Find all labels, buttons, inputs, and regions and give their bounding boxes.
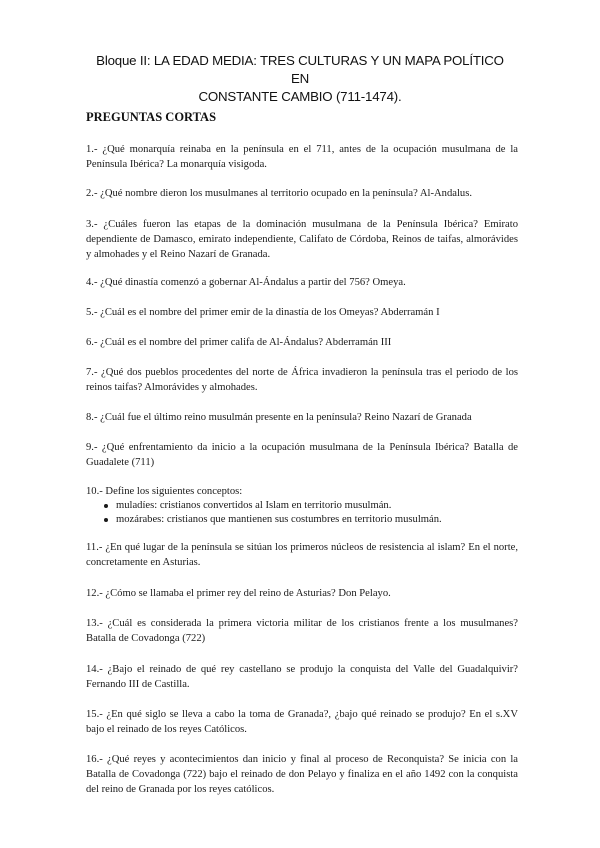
bullet-icon [104, 518, 108, 522]
question-14: 14.- ¿Bajo el reinado de qué rey castellano se produjo la conquista del Valle del Guadalquivir? Fernando III de Castilla. [86, 664, 518, 690]
question-4: 4.- ¿Qué dinastía comenzó a gobernar Al-Ándalus a partir del 756? Omeya. [86, 277, 406, 288]
question-10 [86, 485, 518, 527]
question-6: 6.- ¿Cuál es el nombre del primer califa de Al-Ándalus? Abderramán III [86, 337, 392, 348]
question-13: 13.- ¿Cuál es considerada la primera victoria militar de los cristianos frente a los musulmanes? Batalla de Covadonga (722) [86, 618, 518, 644]
section-heading: PREGUNTAS CORTAS [86, 110, 217, 124]
question-7: 7.- ¿Qué dos pueblos procedentes del norte de África invadieron la península tras el periodo de los reinos taifas? Almorávides y almohades. [86, 367, 518, 393]
question-12: 12.- ¿Cómo se llamaba el primer rey del reino de Asturias? Don Pelayo. [86, 588, 391, 599]
concept-text: mozárabes: cristianos que mantienen sus costumbres en territorio musulmán. [116, 514, 442, 525]
question-1: 1.- ¿Qué monarquía reinaba en la península en el 711, antes de la ocupación musulmana de la Península Ibérica? La monarquía visigoda. [86, 144, 518, 170]
title-line-2: CONSTANTE CAMBIO (711-1474). [198, 89, 402, 104]
title-line-1: Bloque II: LA EDAD MEDIA: TRES CULTURAS Y UN MAPA POLÍTICO EN [96, 53, 504, 86]
question-11: 11.- ¿En qué lugar de la península se sitúan los primeros núcleos de resistencia al islam? En el norte, concretamente en Asturias. [86, 542, 518, 568]
question-3: 3.- ¿Cuáles fueron las etapas de la dominación musulmana de la Península Ibérica? Emirato dependiente de Damasco, emirato independiente, Califato de Córdoba, Reinos de taifas, almorávides y almohades y el Reino Nazarí de Granada. [86, 219, 518, 260]
bullet-icon [104, 504, 108, 508]
question-8: 8.- ¿Cuál fue el último reino musulmán presente en la península? Reino Nazarí de Granada [86, 412, 472, 423]
question-10-text: 10.- Define los siguientes conceptos: [86, 486, 243, 497]
concept-item [86, 513, 518, 527]
question-15: 15.- ¿En qué siglo se lleva a cabo la toma de Granada?, ¿bajo qué reinado se produjo? En el s.XV bajo el reinado de los reyes Católicos. [86, 709, 518, 735]
concept-list [86, 499, 518, 527]
document-title [86, 52, 514, 106]
concept-item [86, 499, 518, 513]
concept-text: muladíes: cristianos convertidos al Islam en territorio musulmán. [116, 500, 392, 511]
question-2: 2.- ¿Qué nombre dieron los musulmanes al territorio ocupado en la península? Al-Andalus. [86, 188, 472, 199]
question-5: 5.- ¿Cuál es el nombre del primer emir de la dinastía de los Omeyas? Abderramán I [86, 307, 440, 318]
question-16: 16.- ¿Qué reyes y acontecimientos dan inicio y final al proceso de Reconquista? Se inicia con la Batalla de Covadonga (722) bajo el reinado de don Pelayo y finaliza en el año 1492 con la conquista del reino de Granada por los reyes católicos. [86, 754, 518, 795]
question-9: 9.- ¿Qué enfrentamiento da inicio a la ocupación musulmana de la Península Ibérica? Batalla de Guadalete (711) [86, 442, 518, 468]
